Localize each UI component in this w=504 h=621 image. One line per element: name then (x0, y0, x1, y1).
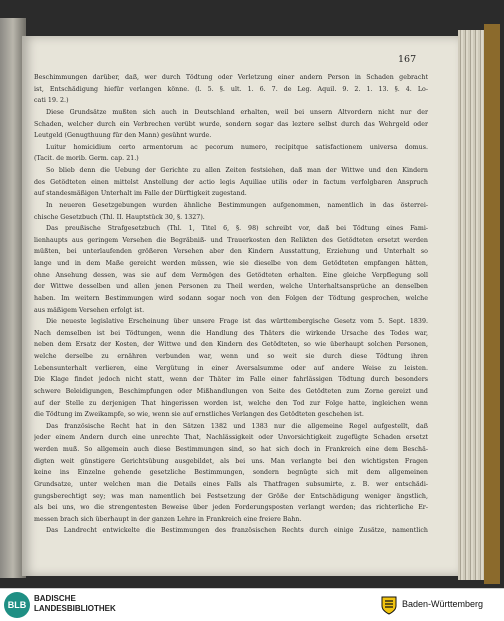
text-line: Die neueste legislative Erscheinung über unsere Frage ist das württembergische Gesetz vom 5. Sept. 1839. (46, 318, 428, 326)
text-line: digten weit günstigere Gerichtsübung ausgebildet, als bei uns. Man verlangte bei den wichtigsten Fragen (34, 457, 428, 465)
text-line: Schaden, welcher durch ein Verbrechen verübt wurde, sondern sogar das leztere selbst durch das Wehrgeld oder (34, 120, 428, 128)
text-line: ohne Ansehung dessen, was sie auf dem Vermögen des Getödteten erhalten. Eine gleiche Verpflegung soll (34, 271, 428, 279)
text-line: Diese Grundsätze mußten sich auch in Deutschland erhalten, weil bei unsern Altvordern nicht nur der (46, 108, 428, 116)
text-line: aus mäßigem Versehen erfolgt ist. (34, 306, 145, 314)
text-line: lange und in dem Maße gereicht werden müssen, wie sie dieselbe von dem Getödteten empfangen hätten, (34, 260, 428, 267)
text-line: haben. Im weitern Bestimmungen wird sodann sogar noch von den Folgen der Tödtung gesprochen, welche (34, 294, 428, 302)
library-name-line2: LANDESBIBLIOTHEK (34, 604, 116, 613)
text-line: auf der Stelle zu derjenigen That hingerissen worden ist, welche den Tod zur Folge hatte, ingleichen wenn (34, 399, 428, 407)
text-line: Nach demselben ist bei Tödtungen, wenn die Handlung des Thäters die wirkende Ursache des Todes war, (34, 329, 428, 337)
text-line: des Getödteten einen mittelst Anstellung der actio legis Aquiliae utilis oder in factum verfolgbaren Anspruch (34, 178, 428, 186)
text-line: müßten, bei unterlaufenden größeren Versehen aber den Kindern Ausstattung, Erziehung und Unterhalt so (34, 248, 428, 256)
text-line: Beschimmungen darüber, daß, wer durch Tödtung oder Verletzung einer andern Person in Schaden gebracht (34, 74, 428, 81)
text-line: cati 19. 2.) (34, 97, 69, 105)
text-line: chische Gesetzbuch (Thl. II. Hauptstück 30, §. 1327). (34, 213, 205, 221)
text-line: Lebensunterhalt verlieren, eine Vergütung in einer Aversalsumme oder auf andere Weise zu leisten. (34, 364, 428, 372)
page-text (34, 72, 428, 537)
state-name[interactable]: Baden-Württemberg (402, 599, 484, 609)
text-line: Das preußische Strafgesetzbuch (Thl. 1, Titel 6, §. 98) schreibt vor, daß bei Tödtung eines Fami- (46, 225, 428, 233)
text-line: der Wittwe desselben und allen jenen Personen zu Theil werden, welche Unterhaltsansprüche an denselben (34, 283, 428, 291)
page-number: 167 (398, 54, 417, 65)
text-line: gungsberechtigt sey; was man namentlich bei Festsetzung der Größe der Entschädigung weniger ängstlich, (34, 492, 428, 500)
text-line: Leutgeld (Genugthuung für den Mann) gesühnt wurde. (34, 132, 212, 140)
baden-wuerttemberg-crest-icon (380, 595, 398, 615)
text-line: schwere Beleidigungen, Beschimpfungen oder Mißhandlungen von Seite des Getödteten zum Zorne gereizt und (34, 387, 428, 395)
text-line: als bei uns, wo die strengentesten Beweise über jeden Forderungsposten verlangt werden; das richterliche Er- (34, 504, 428, 512)
text-line: neben dem Ersatz der Kosten, der Wittwe und den Kindern des Getödteten, so wie überhaupt solchen Personen, (34, 341, 428, 349)
text-line: werden muß. So allgemein auch diese Bestimmungen sind, so hat sich doch in Frankreich eine dem Beschä- (34, 446, 428, 453)
page-stack-edge (458, 30, 484, 580)
text-line: messen brach sich überhaupt in der ganzen Lehre in Frankreich eine freiere Bahn. (34, 515, 302, 523)
text-line: Das französische Recht hat in den Sätzen 1382 und 1383 nur die allgemeine Regel aufgestellt, daß (46, 422, 428, 430)
library-name-line1: BADISCHE (34, 594, 76, 603)
text-line: Luitur homicidium certo armentorum ac pecorum numero, recipitque satisfactionem universa domus. (46, 143, 428, 151)
text-line: In neueren Gesetzgebungen wurden ähnliche Bestimmungen aufgenommen, namentlich in das österrei- (46, 201, 428, 209)
library-name[interactable] (34, 594, 116, 614)
text-line: Das Landrecht entwickelte die Bestimmungen des französischen Rechts durch einige Zusätze, namentlich (46, 527, 428, 535)
text-line: die Tödtung im Zweikampfe, so wie, wenn sie auf ernstliches Verlangen des Getödteten geschehen ist. (34, 411, 364, 419)
blb-logo[interactable]: BLB (4, 592, 30, 618)
text-line: auf standesmäßigen Unterhalt im Falle der Dürftigkeit zugestand. (34, 190, 247, 198)
text-line: welche derselbe zu ernähren verbunden war, wenn und so weit sie durch diese Tödtung ihren (34, 353, 428, 360)
text-line: Die Klage findet jedoch nicht statt, wenn der Thäter im Falle einer fahrlässigen Tödtung durch besonders (34, 376, 428, 384)
text-line: jeder einem Andern durch eine unrechte That, Nachlässigkeit oder Unvorsichtigkeit zugefügte Schaden ersetzt (34, 434, 428, 442)
footer-bar (0, 588, 504, 621)
text-line: keine ins Einzelne gehende gesetzliche Bestimmungen, sondern begnügte sich mit dem allgemeinen (34, 469, 428, 477)
text-line: (Tacit. de morib. Germ. cap. 21.) (34, 155, 139, 163)
text-line: Grundsatze, unter welchen man die Details eines Falls als Thatfragen subsumirte, z. B. wer entschädi- (34, 480, 428, 488)
text-line: ist, Entschädigung hiefür verlangen könne. (l. 5. §. ult. 1. 6. 7. de Leg. Aquil. 9. 2. 1. 13. §. 4. Lo- (34, 85, 428, 93)
text-line: lienhaupts aus geringem Versehen die Begräbniß- und Trauerkosten den Relikten des Getödteten ersetzt werden (34, 236, 428, 244)
text-line: So blieb denn die Uebung der Gerichte zu allen Zeiten festsiehen, daß man der Wittwe und den Kindern (46, 167, 428, 174)
book-cover (484, 24, 500, 584)
